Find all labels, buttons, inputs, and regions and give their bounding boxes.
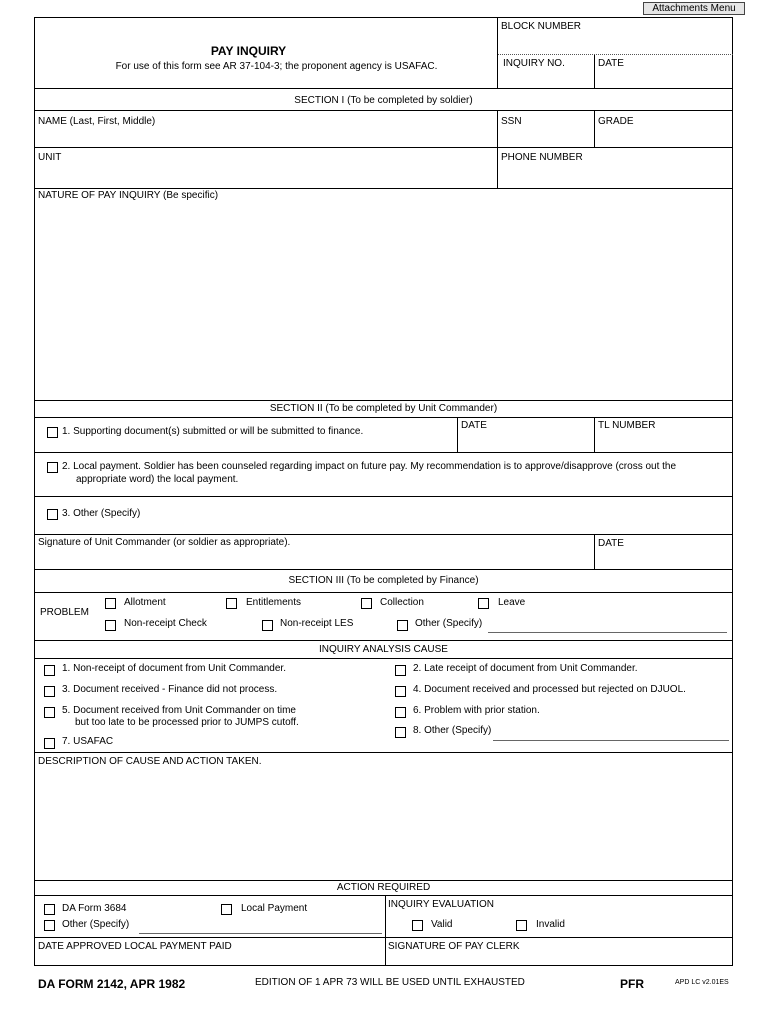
problem-other-checkbox[interactable] — [397, 620, 408, 631]
action-other-checkbox[interactable] — [44, 920, 55, 931]
leave-checkbox[interactable] — [478, 598, 489, 609]
cause-3-label: 3. Document received - Finance did not process. — [62, 684, 278, 695]
inquiry-no-label: INQUIRY NO. — [503, 58, 565, 69]
divider — [34, 534, 733, 535]
collection-checkbox[interactable] — [361, 598, 372, 609]
analysis-heading: INQUIRY ANALYSIS CAUSE — [319, 644, 448, 655]
divider — [34, 496, 733, 497]
cause-8-label: 8. Other (Specify) — [413, 725, 492, 736]
divider — [34, 880, 733, 881]
cause-4-label: 4. Document received and processed but rejected on DJUOL. — [413, 684, 686, 695]
nonreceipt-les-checkbox[interactable] — [262, 620, 273, 631]
invalid-label: Invalid — [536, 919, 565, 930]
divider — [498, 54, 733, 55]
cause-6-checkbox[interactable] — [395, 707, 406, 718]
header-date-field[interactable] — [595, 70, 732, 87]
cause-8-specify-field[interactable] — [493, 740, 729, 741]
local-payment-label-continued: appropriate word) the local payment. — [76, 474, 239, 485]
divider — [34, 188, 733, 189]
cause-7-label: 7. USAFAC — [62, 736, 114, 747]
cause-4-checkbox[interactable] — [395, 686, 406, 697]
divider — [34, 452, 733, 453]
entitlements-label: Entitlements — [246, 597, 302, 608]
problem-label: PROBLEM — [40, 607, 89, 618]
tl-number-label: TL NUMBER — [598, 420, 656, 431]
date-paid-label: DATE APPROVED LOCAL PAYMENT PAID — [38, 941, 232, 952]
ssn-field[interactable] — [498, 128, 593, 146]
allotment-checkbox[interactable] — [105, 598, 116, 609]
divider — [34, 658, 733, 659]
other-specify-checkbox[interactable] — [47, 509, 58, 520]
divider — [34, 937, 733, 938]
block-number-field[interactable] — [498, 33, 733, 53]
name-field[interactable] — [35, 128, 496, 146]
other-specify-label: 3. Other (Specify) — [62, 508, 141, 519]
grade-label: GRADE — [598, 116, 634, 127]
attachments-menu-button[interactable]: Attachments Menu — [643, 2, 745, 15]
unit-commander-signature-label: Signature of Unit Commander (or soldier as appropriate). — [38, 537, 291, 548]
collection-label: Collection — [380, 597, 424, 608]
divider — [34, 752, 733, 753]
phone-number-field[interactable] — [498, 164, 732, 186]
section-2-date-label: DATE — [461, 420, 487, 431]
divider — [34, 895, 733, 896]
pfr-label: PFR — [620, 977, 644, 991]
divider — [34, 640, 733, 641]
cause-7-checkbox[interactable] — [44, 738, 55, 749]
section-3-heading: SECTION III (To be completed by Finance) — [288, 575, 479, 586]
action-other-label: Other (Specify) — [62, 919, 130, 930]
action-other-field[interactable] — [139, 933, 382, 934]
action-heading: ACTION REQUIRED — [336, 882, 431, 893]
section-1-heading: SECTION I (To be completed by soldier) — [294, 95, 473, 106]
cause-3-checkbox[interactable] — [44, 686, 55, 697]
cause-2-label: 2. Late receipt of document from Unit Commander. — [413, 663, 638, 674]
divider — [34, 110, 733, 111]
version-label: APD LC v2.01ES — [675, 979, 729, 986]
entitlements-checkbox[interactable] — [226, 598, 237, 609]
divider — [34, 147, 733, 148]
page-title: PAY INQUIRY — [210, 44, 287, 58]
cause-6-label: 6. Problem with prior station. — [413, 705, 540, 716]
problem-other-label: Other (Specify) — [415, 618, 483, 629]
phone-number-label: PHONE NUMBER — [501, 152, 583, 163]
cause-5-checkbox[interactable] — [44, 707, 55, 718]
block-number-label: BLOCK NUMBER — [501, 21, 582, 32]
signature-date-field[interactable] — [595, 550, 732, 568]
invalid-checkbox[interactable] — [516, 920, 527, 931]
form-id: DA FORM 2142, APR 1982 — [38, 977, 186, 991]
date-paid-field[interactable] — [35, 953, 384, 965]
da-form-3684-label: DA Form 3684 — [62, 903, 127, 914]
nonreceipt-check-checkbox[interactable] — [105, 620, 116, 631]
signature-date-label: DATE — [598, 538, 624, 549]
header-date-label: DATE — [598, 58, 624, 69]
ssn-label: SSN — [501, 116, 522, 127]
divider — [34, 569, 733, 570]
cause-1-checkbox[interactable] — [44, 665, 55, 676]
grade-field[interactable] — [595, 128, 732, 146]
supporting-documents-checkbox[interactable] — [47, 427, 58, 438]
divider — [34, 88, 733, 89]
local-payment-action-label: Local Payment — [241, 903, 308, 914]
section-2-date-field[interactable] — [458, 433, 593, 451]
inquiry-no-field[interactable] — [498, 70, 593, 87]
allotment-label: Allotment — [124, 597, 166, 608]
local-payment-action-checkbox[interactable] — [221, 904, 232, 915]
tl-number-field[interactable] — [595, 433, 732, 451]
cause-8-checkbox[interactable] — [395, 727, 406, 738]
unit-commander-signature-field[interactable] — [35, 550, 593, 568]
cause-1-label: 1. Non-receipt of document from Unit Commander. — [62, 663, 286, 674]
valid-checkbox[interactable] — [412, 920, 423, 931]
local-payment-checkbox[interactable] — [47, 462, 58, 473]
valid-label: Valid — [431, 919, 453, 930]
da-form-3684-checkbox[interactable] — [44, 904, 55, 915]
local-payment-label: 2. Local payment. Soldier has been counseled regarding impact on future pay. My recommendation is to approve/disapprove (cross out the — [62, 461, 677, 472]
nature-of-inquiry-label: NATURE OF PAY INQUIRY (Be specific) — [38, 190, 219, 201]
leave-label: Leave — [498, 597, 526, 608]
cause-5-label: 5. Document received from Unit Commander on time — [62, 705, 296, 716]
name-label: NAME (Last, First, Middle) — [38, 116, 156, 127]
edition-note: EDITION OF 1 APR 73 WILL BE USED UNTIL EXHAUSTED — [255, 977, 525, 988]
section-2-heading: SECTION II (To be completed by Unit Commander) — [269, 403, 498, 414]
form-subtitle: For use of this form see AR 37-104-3; the proponent agency is USAFAC. — [115, 61, 438, 72]
unit-field[interactable] — [35, 164, 496, 186]
unit-label: UNIT — [38, 152, 62, 163]
nature-of-inquiry-field[interactable] — [35, 203, 732, 399]
divider — [34, 417, 733, 418]
inquiry-evaluation-label: INQUIRY EVALUATION — [388, 899, 494, 910]
divider — [34, 592, 733, 593]
nonreceipt-les-label: Non-receipt LES — [280, 618, 354, 629]
nonreceipt-check-label: Non-receipt Check — [124, 618, 207, 629]
supporting-documents-label: 1. Supporting document(s) submitted or will be submitted to finance. — [62, 426, 364, 437]
cause-5-label-continued: but too late to be processed prior to JUMPS cutoff. — [75, 717, 299, 728]
pay-clerk-signature-field[interactable] — [386, 953, 732, 965]
pay-clerk-signature-label: SIGNATURE OF PAY CLERK — [388, 941, 520, 952]
description-field[interactable] — [35, 769, 732, 879]
description-label: DESCRIPTION OF CAUSE AND ACTION TAKEN. — [38, 756, 262, 767]
divider — [34, 400, 733, 401]
cause-2-checkbox[interactable] — [395, 665, 406, 676]
problem-other-field[interactable] — [488, 632, 727, 633]
